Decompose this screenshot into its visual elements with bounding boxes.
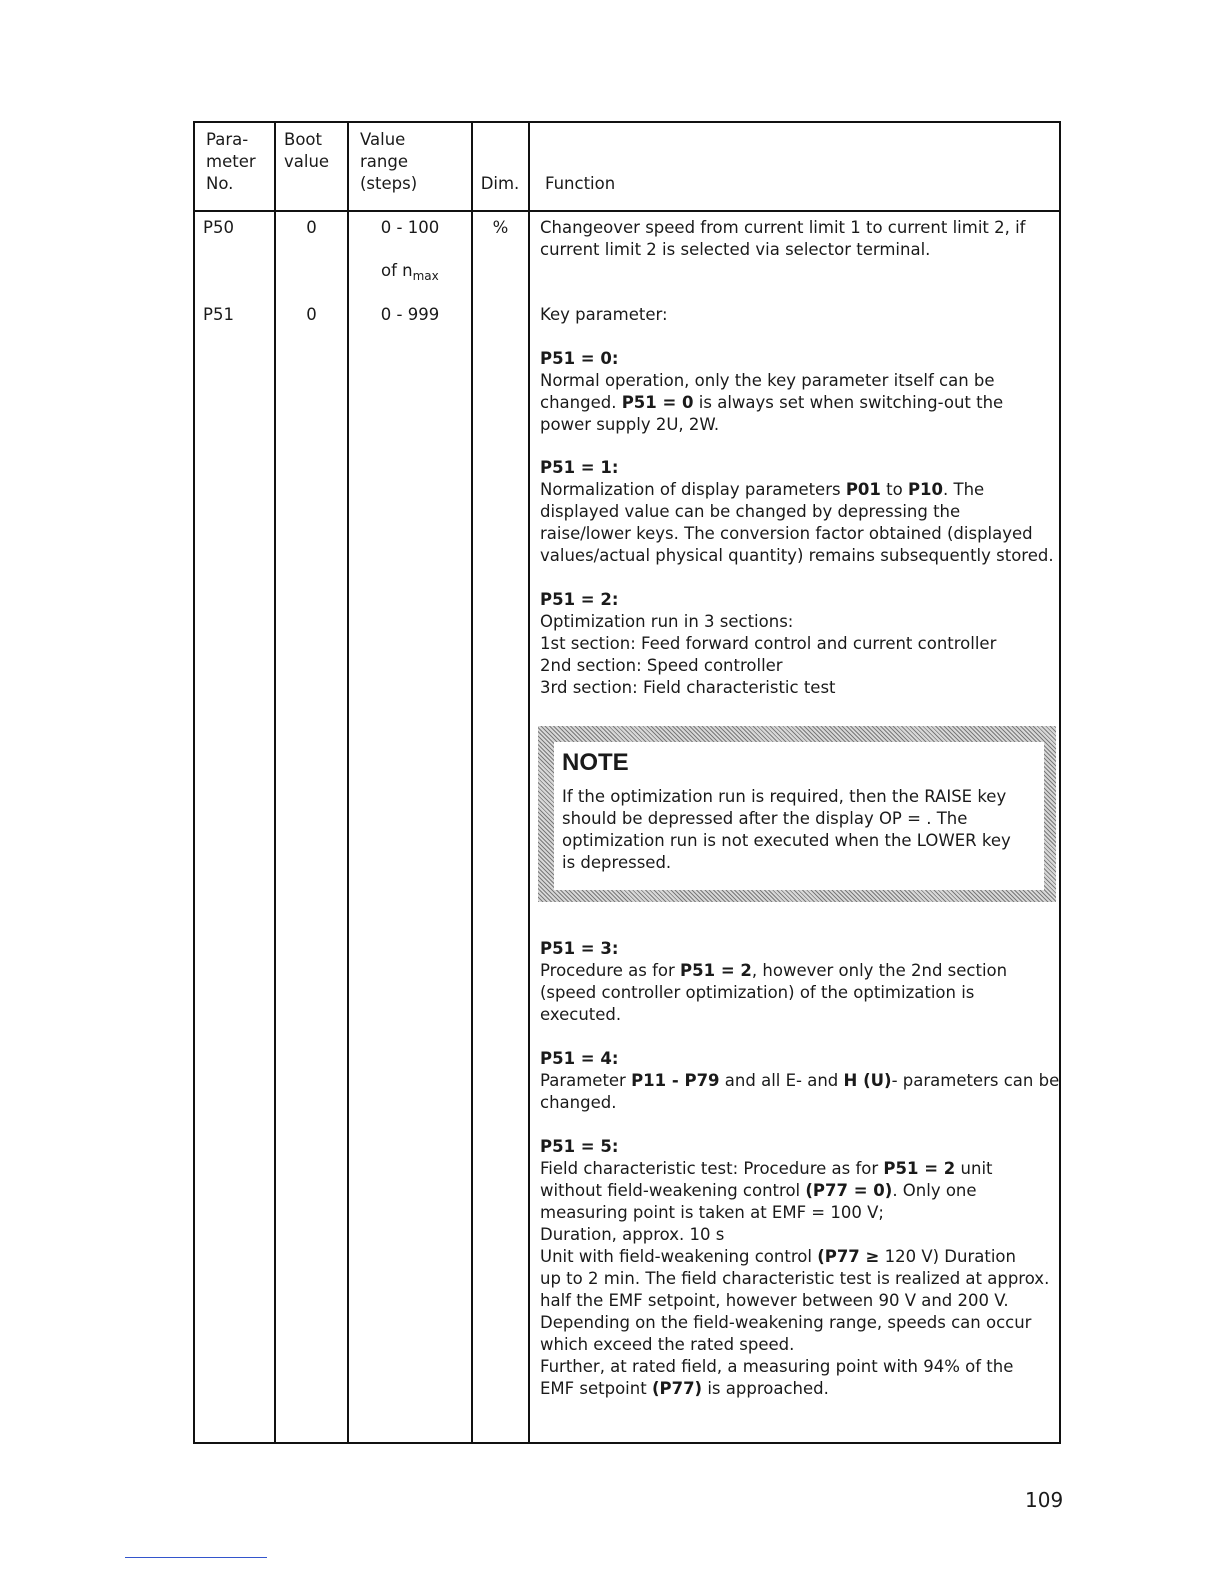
footer-rule (125, 1557, 267, 1558)
p51-setting-0: P51 = 0: Normal operation, only the key parameter itself can be changed. P51 = 0 is always set when switching-out the power supply 2U, 2W. (540, 349, 1004, 434)
page-number: 109 (1025, 1488, 1064, 1512)
header-dim: Dim. (480, 174, 520, 193)
p51-intro: Key parameter: (540, 305, 668, 324)
p51-setting-1: P51 = 1: Normalization of display parameters P01 to P10. The displayed value can be changed by depressing the raise/lower keys. The conversion factor obtained (displayed values/actual physical quantity) remains subsequently stored. (540, 458, 1054, 565)
p51-param-no: P51 (203, 305, 234, 324)
note-text: If the optimization run is required, then the RAISE key should be depressed after the display OP = . The optimization run is not executed when the LOWER key is depressed. (562, 787, 1011, 872)
p50-dim: % (492, 218, 509, 237)
header-boot-value: Boot value (284, 130, 330, 171)
parameter-table (193, 121, 1061, 1444)
header-function: Function (545, 174, 616, 193)
note-box (538, 726, 1056, 902)
p51-boot-value: 0 (306, 305, 317, 324)
header-param-no: Para- meter No. (206, 130, 256, 193)
p50-range-unit: of $n_{max}$ (381, 261, 439, 283)
p50-boot-value: 0 (306, 218, 317, 237)
note-title: NOTE (562, 749, 629, 776)
p51-setting-2: P51 = 2: Optimization run in 3 sections: 1st section: Feed forward control and current controller 2nd section: Speed controller 3rd section: Field characteristic test (540, 590, 997, 697)
p51-setting-3: P51 = 3: Procedure as for P51 = 2, however only the 2nd section (speed controller optimization) of the optimization is executed. (540, 939, 1008, 1024)
p50-param-no: P50 (203, 218, 234, 237)
p51-setting-4: P51 = 4: Parameter P11 - P79 and all E- and H (U)- parameters can be changed. (540, 1049, 1060, 1112)
column-divider (528, 123, 530, 1442)
p51-setting-5: P51 = 5: Field characteristic test: Procedure as for P51 = 2 unit without field-weakening control (P77 = 0). Only one measuring point is taken at EMF = 100 V; Duration, approx. 10 s Unit with field-weakening control (P77 ≥ 120 V) Duration up to 2 min. The field characteristic test is realized at approx. half the EMF setpoint, however between 90 V and 200 V. Depending on the field-weakening range, speeds can occur which exceed the rated speed. Further, at rated field, a measuring point with 94% of the EMF setpoint (P77) is approached. (540, 1137, 1050, 1398)
p51-value-range: 0 - 999 (380, 305, 440, 324)
p50-value-range: 0 - 100 (380, 218, 440, 237)
p50-function: Changeover speed from current limit 1 to current limit 2, if current limit 2 is selected via selector terminal. (540, 218, 1026, 259)
header-divider (195, 210, 1059, 212)
header-value-range: Value range (steps) (360, 130, 418, 193)
